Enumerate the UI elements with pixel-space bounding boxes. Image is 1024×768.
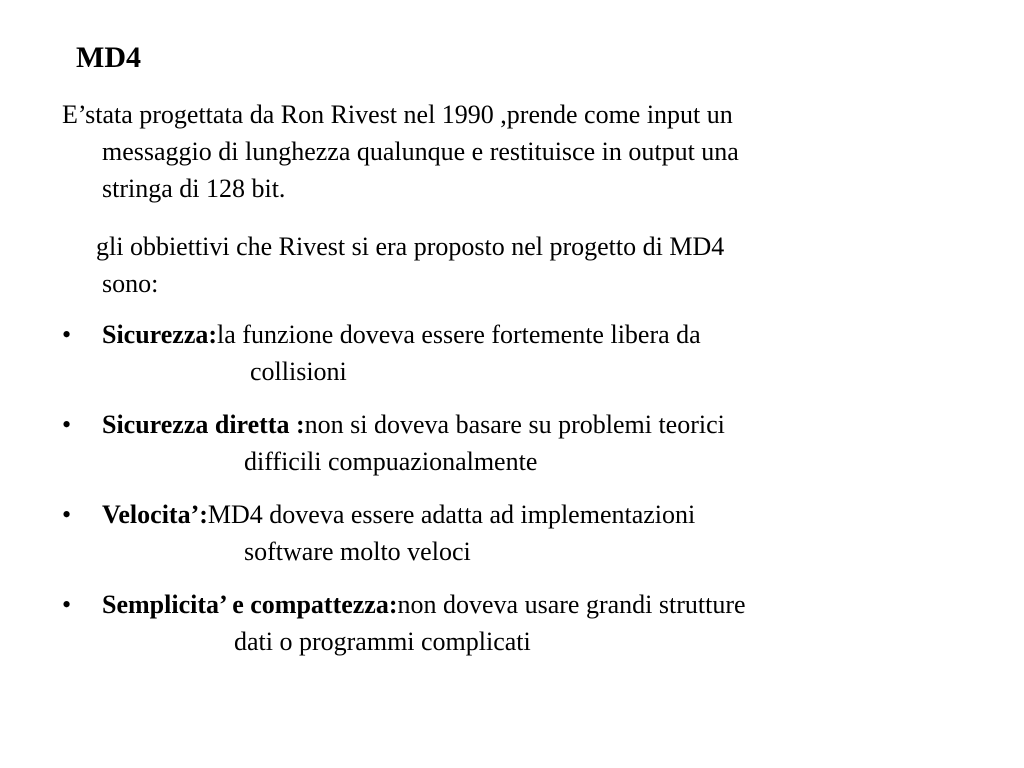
bullet-term: Sicurezza diretta :	[102, 410, 305, 439]
slide-title: MD4	[76, 41, 141, 74]
bullet-continuation: difficili compuazionalmente	[244, 447, 538, 476]
bullet-continuation: software molto veloci	[244, 537, 471, 566]
bullet-text: la funzione doveva essere fortemente libera da	[217, 320, 701, 349]
bullet-body	[102, 586, 746, 660]
bullet-text: non doveva usare grandi strutture	[397, 590, 746, 619]
goals-line-1: gli obbiettivi che Rivest si era proposto nel progetto di MD4	[96, 232, 725, 261]
bullet-text: non si doveva basare su problemi teorici	[304, 410, 725, 439]
bullet-text: MD4 doveva essere adatta ad implementazioni	[207, 500, 696, 529]
bullet-continuation: collisioni	[250, 357, 347, 386]
bullet-icon: •	[62, 500, 72, 529]
goals-line-2: sono:	[102, 269, 159, 298]
bullet-icon: •	[62, 320, 72, 349]
intro-line-3: stringa di 128 bit.	[102, 174, 286, 203]
goals-paragraph	[62, 228, 724, 302]
bullet-icon: •	[62, 590, 72, 619]
intro-line-2: messaggio di lunghezza qualunque e restituisce in output una	[102, 137, 739, 166]
bullet-icon: •	[62, 410, 72, 439]
bullet-body	[102, 406, 725, 480]
bullet-term: Semplicita’ e compattezza:	[102, 590, 398, 619]
bullet-body	[102, 316, 701, 390]
intro-line-1: E’stata progettata da Ron Rivest nel 1990 ,prende come input un	[62, 100, 733, 129]
bullet-term: Sicurezza:	[102, 320, 218, 349]
bullet-term: Velocita’:	[102, 500, 208, 529]
bullet-body	[102, 496, 695, 570]
intro-paragraph	[62, 96, 739, 207]
bullet-continuation: dati o programmi complicati	[234, 627, 531, 656]
